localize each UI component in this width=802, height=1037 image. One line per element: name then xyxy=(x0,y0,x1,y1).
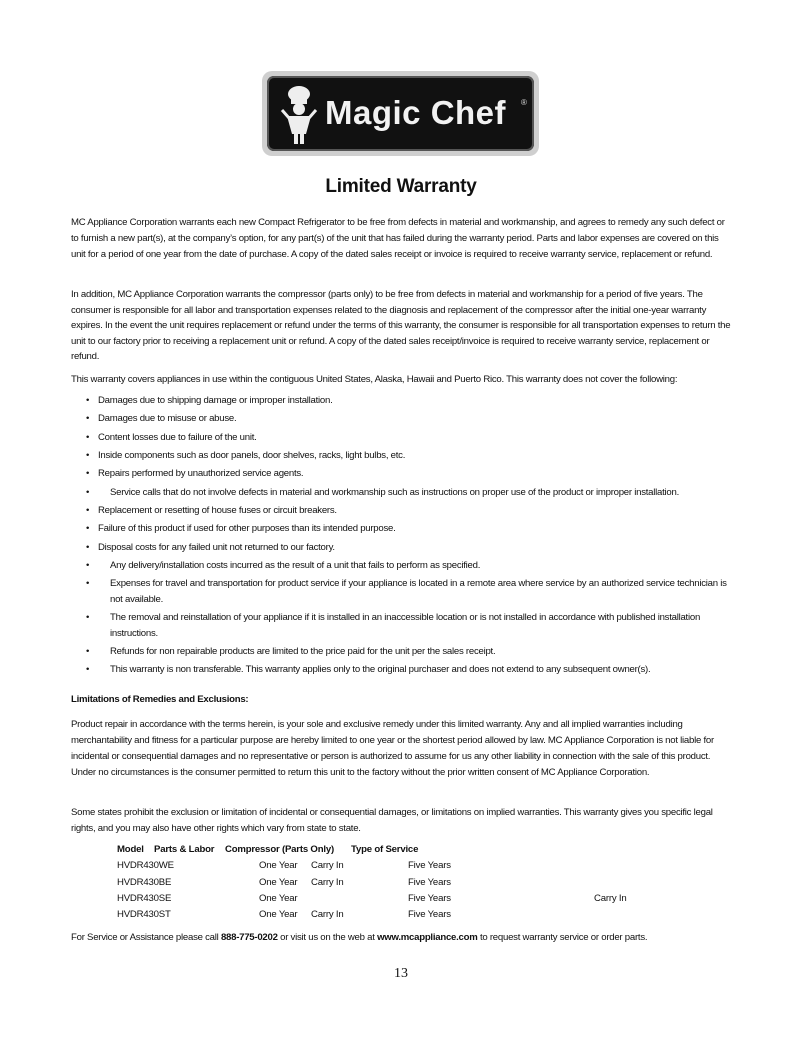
warranty-paragraph-2: In addition, MC Appliance Corporation warrants the compressor (parts only) to be free from defects in material and workmanship for a period of five years. The consumer is responsible for all labor and transportation expenses related to the diagnosis and replacement of the compressor after the initial one-year warranty expires. In the event the unit requires replacement or refund under the terms of this warranty, the consumer is responsible for all transportation expenses to return the unit to our factory prior to receiving a replacement unit or refund. A copy of the dated sales receipt/invoice is required to receive warranty service, replacement or refund. xyxy=(71,289,731,363)
cell-service: Carry In xyxy=(311,876,344,888)
list-item: • Disposal costs for any failed unit not returned to our factory. xyxy=(86,542,335,553)
header-parts-labor: Parts & Labor xyxy=(154,844,215,855)
table-row xyxy=(117,875,677,891)
list-item: • Refunds for non repairable products are limited to the price paid for the unit per the sales receipt. xyxy=(86,646,496,657)
service-phone: 888-775-0202 xyxy=(220,932,278,943)
state-rights-paragraph: Some states prohibit the exclusion or limitation of incidental or consequential damages, or limitations on implied warranties. This warranty gives you specific legal rights, and you may also have other rights which vary from state to state. xyxy=(71,807,713,834)
cell-parts-labor: One Year xyxy=(259,892,298,904)
cell-service: Carry In xyxy=(311,860,344,872)
list-item: • Replacement or resetting of house fuses or circuit breakers. xyxy=(86,505,337,516)
service-website-link[interactable]: www.mcappliance.com xyxy=(377,932,478,943)
list-item: • Expenses for travel and transportation for product service if your appliance is located in a remote area where service by an authorized service technician is not available. xyxy=(86,578,727,605)
list-item: • Any delivery/installation costs incurred as the result of a unit that fails to perform as specified. xyxy=(86,560,481,571)
service-contact-line xyxy=(71,932,647,943)
cell-parts-labor: One Year xyxy=(259,876,298,888)
magic-chef-logo xyxy=(262,71,539,156)
limitations-heading: Limitations of Remedies and Exclusions: xyxy=(71,694,249,705)
cell-parts-labor: One Year xyxy=(259,860,298,872)
list-item: • Content losses due to failure of the unit. xyxy=(86,432,257,443)
list-item: • Damages due to misuse or abuse. xyxy=(86,413,237,424)
cell-service: Carry In xyxy=(311,909,344,921)
list-item: • This warranty is non transferable. This warranty applies only to the original purchaser and does not extend to any subsequent owner(s). xyxy=(86,664,651,675)
table-row xyxy=(117,907,677,923)
list-item: • Repairs performed by unauthorized service agents. xyxy=(86,468,304,479)
table-row xyxy=(117,891,677,907)
coverage-paragraph: This warranty covers appliances in use within the contiguous United States, Alaska, Hawaii and Puerto Rico. This warranty does not cover the following: xyxy=(71,374,678,385)
header-compressor: Compressor (Parts Only) xyxy=(225,844,334,855)
cell-service-2: Carry In xyxy=(594,892,627,904)
registered-mark: ® xyxy=(521,98,527,107)
chef-mascot-icon xyxy=(279,82,319,148)
cell-model: HVDR430SE xyxy=(117,892,172,904)
logo-wordmark: Magic Chef xyxy=(325,94,507,131)
cell-compressor: Five Years xyxy=(408,909,451,921)
list-item: • Inside components such as door panels, door shelves, racks, light bulbs, etc. xyxy=(86,450,406,461)
warranty-table xyxy=(117,842,677,923)
service-suffix: to request warranty service or order parts. xyxy=(477,932,648,943)
header-model: Model xyxy=(117,844,144,855)
cell-model: HVDR430WE xyxy=(117,860,174,872)
service-prefix: For Service or Assistance please call xyxy=(71,932,221,943)
table-header-row xyxy=(117,842,677,858)
cell-parts-labor: One Year xyxy=(259,909,298,921)
cell-compressor: Five Years xyxy=(408,860,451,872)
cell-model: HVDR430ST xyxy=(117,909,171,921)
table-row xyxy=(117,858,677,874)
cell-compressor: Five Years xyxy=(408,876,451,888)
header-service-type: Type of Service xyxy=(351,844,419,855)
list-item: • The removal and reinstallation of your appliance if it is installed in an inaccessible location or is not installed in accordance with published installation instructions. xyxy=(86,612,701,639)
service-middle: or visit us on the web at xyxy=(277,932,378,943)
list-item: • Service calls that do not involve defects in material and workmanship such as instructions on proper use of the product or improper installation. xyxy=(86,487,679,498)
cell-compressor: Five Years xyxy=(408,892,451,904)
list-item: • Damages due to shipping damage or improper installation. xyxy=(86,395,333,406)
warranty-paragraph-1: MC Appliance Corporation warrants each new Compact Refrigerator to be free from defects in material and workmanship, and agrees to remedy any such defect or to furnish a new part(s), at the company’s option, for any part(s) of the unit that has failed during the warranty period. Parts and labor expenses are covered on this unit for a period of one year from the date of purchase. A copy of the dated sales receipt or invoice is required to receive warranty service, replacement or refund. xyxy=(71,217,725,260)
list-item: • Failure of this product if used for other purposes than its intended purpose. xyxy=(86,523,396,534)
page-title: Limited Warranty xyxy=(325,176,477,197)
logo-badge xyxy=(267,76,534,151)
cell-model: HVDR430BE xyxy=(117,876,172,888)
limitations-paragraph: Product repair in accordance with the terms herein, is your sole and exclusive remedy under this limited warranty. Any and all implied warranties including merchantability and fitness for a particular purpose are hereby limited to one year or the shortest period allowed by law. MC Appliance Corporation is not liable for incidental or consequential damages and no representative or person is authorized to assume for us any other liability in connection with the sale of this product. Under no circumstances is the consumer permitted to return this unit to the factory without the prior written consent of MC Appliance Corporation. xyxy=(71,719,714,778)
page-number: 13 xyxy=(394,966,408,981)
